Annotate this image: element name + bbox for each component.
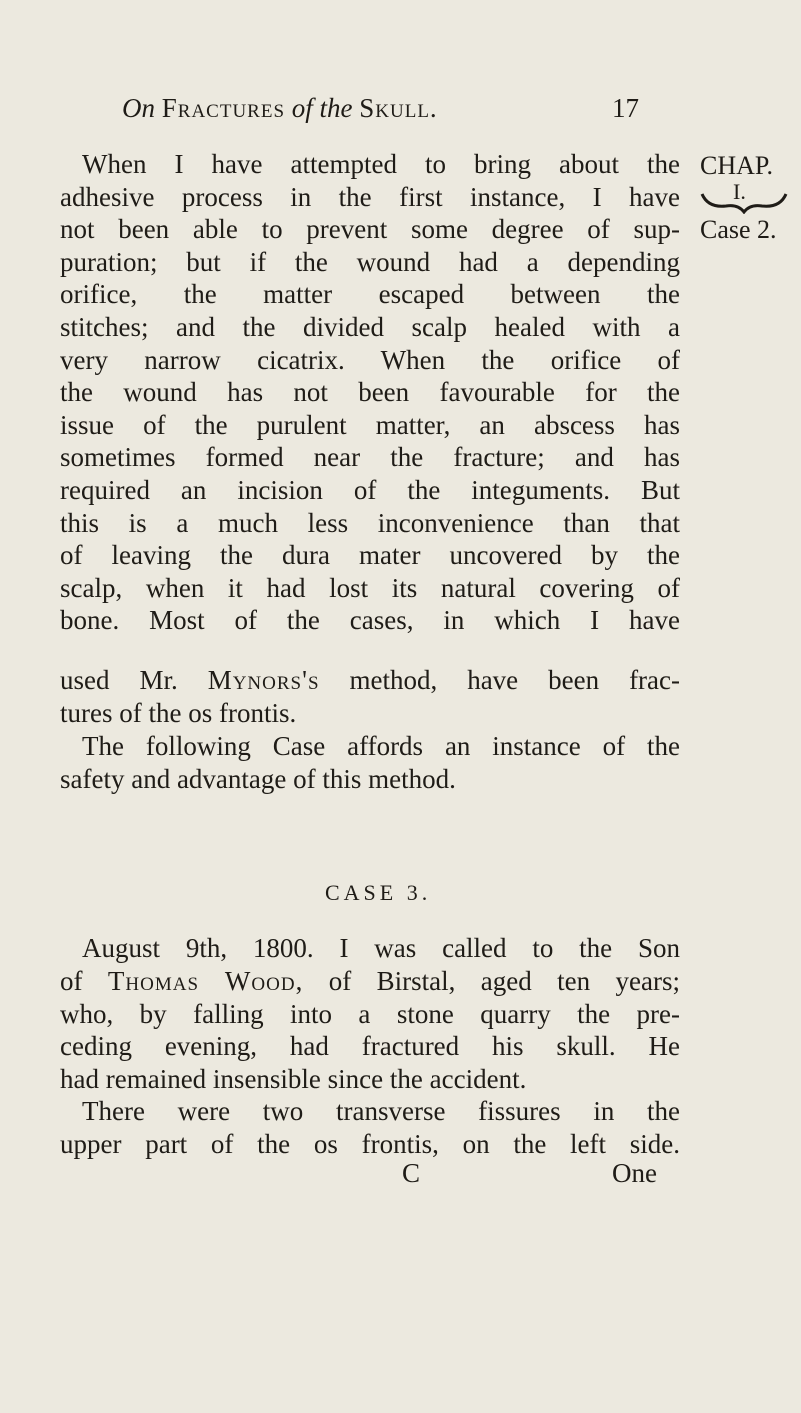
text-line: required an incision of the integuments. But xyxy=(60,475,680,505)
text-line: the wound has not been favourable for the xyxy=(60,377,680,408)
text-line: scalp, when it had lost its natural covering of xyxy=(60,572,680,603)
text-line: this is a much less inconvenience than that xyxy=(60,507,680,538)
text-line: not been able to prevent some degree of sup- xyxy=(60,214,680,245)
text-line: puration; but if the wound had a depending xyxy=(60,246,680,277)
brace-ornament-icon xyxy=(698,184,790,214)
text-line: upper part of the os frontis, on the left side. xyxy=(60,1128,680,1159)
wood-before: of xyxy=(60,966,83,996)
wood-after: of Birstal, aged ten years; xyxy=(328,966,681,996)
text-line: There were two transverse fissures in the xyxy=(82,1096,680,1127)
header-of-the: of the xyxy=(291,93,353,123)
text-line: stitches; and the divided scalp healed with a xyxy=(60,312,680,342)
text-line: orifice, the matter escaped between the xyxy=(60,279,680,310)
case-heading: CASE 3. xyxy=(325,880,432,905)
page-number: 17 xyxy=(612,93,639,123)
text-line: safety and advantage of this method. xyxy=(60,764,456,794)
text-line: When I have attempted to bring about the xyxy=(82,149,680,179)
margin-case-note: Case 2. xyxy=(700,215,777,244)
text-line: August 9th, 1800. I was called to the Son xyxy=(82,933,680,963)
running-header xyxy=(122,92,632,124)
text-line: had remained insensible since the accident. xyxy=(60,1063,527,1094)
text-line: sometimes formed near the fracture; and has xyxy=(60,442,680,473)
text-line: issue of the purulent matter, an abscess has xyxy=(60,409,680,440)
text-line: who, by falling into a stone quarry the pre- xyxy=(60,999,680,1029)
text-line: bone. Most of the cases, in which I have xyxy=(60,605,680,636)
text-line: very narrow cicatrix. When the orifice of xyxy=(60,344,680,375)
header-skull: Skull. xyxy=(359,93,438,123)
wood-name: Thomas Wood, xyxy=(107,966,304,996)
text-line: adhesive process in the first instance, I have xyxy=(60,181,680,212)
header-on: On xyxy=(122,93,155,123)
text-line: of leaving the dura mater uncovered by the xyxy=(60,540,680,571)
catchword: One xyxy=(612,1158,657,1188)
text-line: ceding evening, had fractured his skull. He xyxy=(60,1031,680,1062)
text-line-wood xyxy=(60,965,680,997)
margin-chap: CHAP. xyxy=(700,151,773,180)
mynors-after: method, have been frac- xyxy=(349,665,681,695)
header-fractures: Fractures xyxy=(161,93,286,123)
text-line-mynors xyxy=(60,664,680,696)
margin-chap-number: I. xyxy=(733,179,746,204)
text-line: The following Case affords an instance of the xyxy=(82,731,680,761)
text-line: tures of the os frontis. xyxy=(60,698,297,728)
mynors-before: used Mr. xyxy=(60,665,178,695)
mynors-name: Mynors's xyxy=(207,665,320,695)
signature-mark: C xyxy=(402,1158,421,1188)
